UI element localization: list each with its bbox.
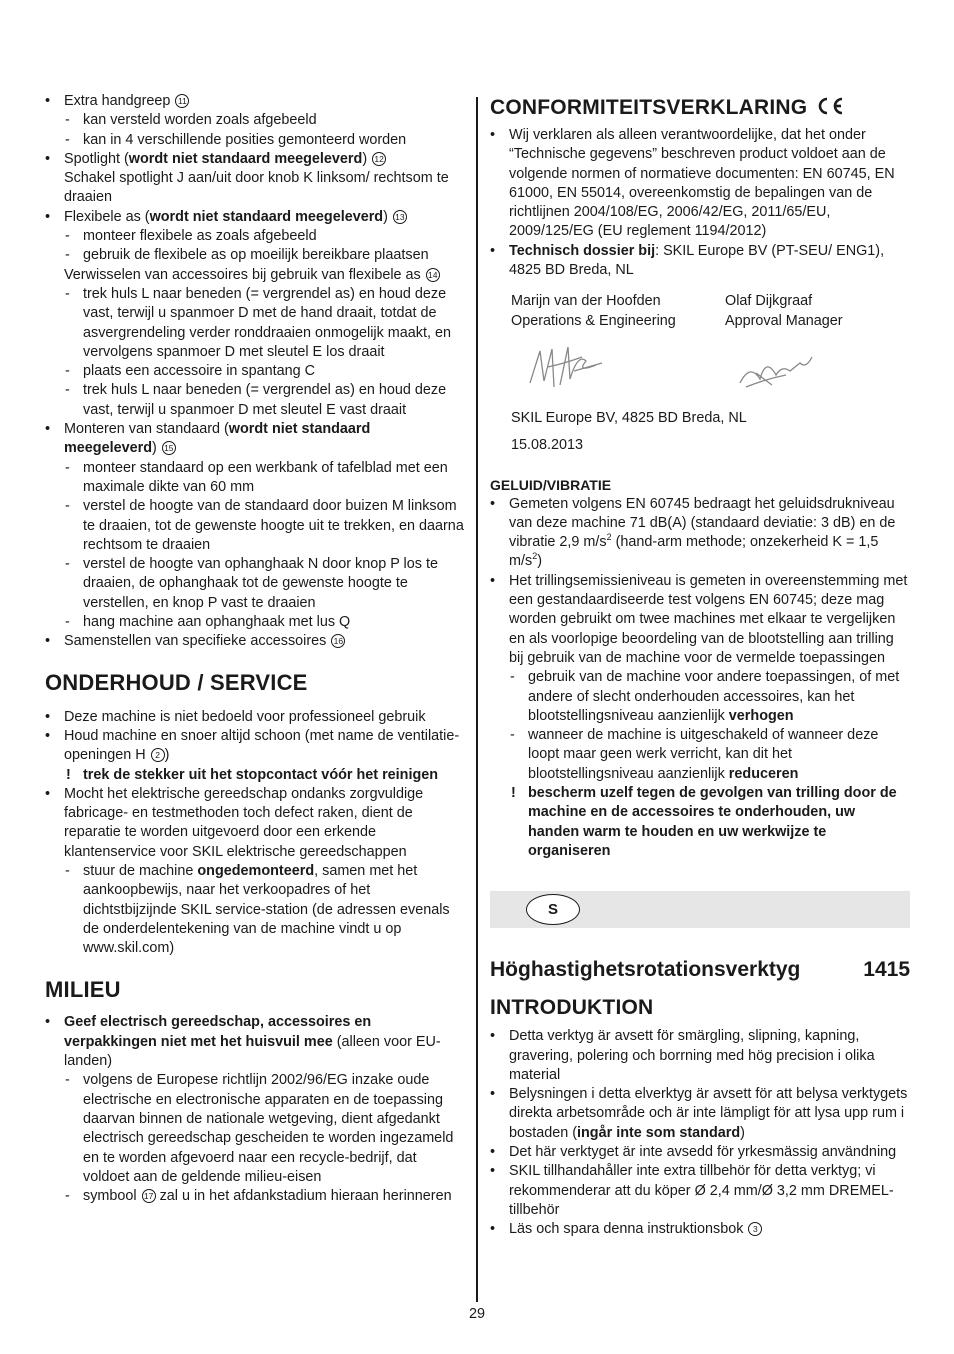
list-item: • Samenstellen van specifieke accessoires 16 — [45, 632, 465, 651]
figure-ref: 2 — [151, 748, 165, 762]
signatures — [490, 331, 910, 409]
paragraph: Verwisselen van accessoires bij gebruik van flexibele as 14 — [45, 266, 465, 285]
sub-item: - monteer standaard op een werkbank of tafelblad met een maximale dikte van 60 mm — [45, 459, 465, 498]
product-title-row — [490, 956, 910, 984]
list-item: • Geef electrisch gereedschap, accessoires en verpakkingen niet met het huisvuil mee (alleen voor EU-landen) — [45, 1013, 465, 1071]
language-badge: S — [526, 894, 580, 925]
list-item: • Monteren van standaard (wordt niet standaard meegeleverd) 15 — [45, 420, 465, 459]
signatory-role: Approval Manager — [725, 312, 843, 329]
list-item: • Belysningen i detta elverktyg är avsett för att belysa verktygets direkta arbetsområde och är inte lämpligt för att lysa upp rum i bostaden (ingår inte som standard) — [490, 1085, 910, 1143]
sub-item: - volgens de Europese richtlijn 2002/96/EG inzake oude electrische en electronische apparaten en de toepassing daarvan binnen de nationale wetgeving, dient afgedankt electrisch gereedschap gescheiden te worden ingezameld en te worden afgevoerd naar een recycle-bedrijf, dat voldoet aan de geldende milieu-eisen — [45, 1071, 465, 1187]
sub-item: - gebruik de flexibele as op moeilijk bereikbare plaatsen — [45, 246, 465, 265]
list-item: • Het trillingsemissieniveau is gemeten in overeenstemming met een gestandaardiseerde test volgens EN 60745; deze mag worden gebruikt om twee machines met elkaar te vergelijken en als voorlopige beoordeling van de blootstelling aan trilling bij gebruik van de machine voor de vermelde toepassingen — [490, 572, 910, 668]
figure-ref: 13 — [393, 210, 407, 224]
sub-item: - stuur de machine ongedemonteerd, samen met het aankoopbewijs, naar het verkoopadres of het dichtstbijzijnde SKIL service-station (de adressen evenals de onderdelentekening van de machine vindt u op www.skil.com) — [45, 862, 465, 958]
signatory-name: Olaf Dijkgraaf — [725, 293, 813, 310]
signatories — [490, 292, 910, 331]
list-item: • Gemeten volgens EN 60745 bedraagt het geluidsdrukniveau van deze machine 71 dB(A) (standaard deviatie: 3 dB) en de vibratie 2,9 $m/s^2$ (hand-arm methode; onzekerheid K = 1,5 $m/s^2$) — [490, 495, 910, 572]
list-item: • Deze machine is niet bedoeld voor professioneel gebruik — [45, 708, 465, 727]
conformity-heading: CONFORMITEITSVERKLARING — [490, 94, 910, 122]
sub-item: - verstel de hoogte van de standaard door buizen M linksom te draaien, tot de gewenste hoogte uit te trekken, en daarna rechtsom te draaien — [45, 497, 465, 555]
sub-item: - kan versteld worden zoals afgebeeld — [45, 111, 465, 130]
figure-ref: 15 — [162, 441, 176, 455]
noise-heading: GELUID/VIBRATIE — [490, 476, 612, 493]
figure-ref: 3 — [748, 1222, 762, 1236]
figure-ref: 17 — [142, 1189, 156, 1203]
list-item: • Spotlight (wordt niet standaard meegeleverd) 12 Schakel spotlight J aan/uit door knob K linksom/ rechtsom te draaien — [45, 150, 465, 208]
right-column — [490, 92, 910, 1239]
signature-image — [526, 343, 606, 393]
sub-item: - verstel de hoogte van ophanghaak N door knop P los te draaien, de ophanghaak tot de gewenste hoogte te verstellen, en knop P vast te draaien — [45, 555, 465, 613]
sub-item: - wanneer de machine is uitgeschakeld of wanneer deze loopt maar geen werk verricht, kan dit het blootstellingsniveau aanzienlijk reduceren — [490, 726, 910, 784]
left-column — [45, 92, 465, 1206]
page-number: 29 — [468, 1306, 485, 1322]
list-item: • Läs och spara denna instruktionsbok 3 — [490, 1220, 910, 1239]
list-item: • Wij verklaren als alleen verantwoordelijke, dat het onder “Technische gegevens” beschreven product voldoet aan de volgende normen of normatieve documenten: EN 60745, EN 61000, EN 55014, overeenkomstig de bepalingen van de richtlijnen 2004/108/EG, 2006/42/EG, 2011/65/EU, 2009/125/EG (EU reglement 1194/2012) — [490, 126, 910, 242]
list-item: • Technisch dossier bij: SKIL Europe BV (PT-SEU/ ENG1), 4825 BD Breda, NL — [490, 242, 910, 281]
product-number: 1415 — [863, 958, 910, 982]
language-bar — [490, 891, 910, 928]
ce-mark-icon — [815, 96, 845, 116]
list-item: • Extra handgreep 11 — [45, 92, 465, 111]
list-item: • SKIL tillhandahåller inte extra tillbehör för detta verktyg; vi rekommenderar att du köper Ø 2,4 mm/Ø 3,2 mm DREMEL-tillbehör — [490, 1162, 910, 1220]
warning-item: ! bescherm uzelf tegen de gevolgen van trilling door de machine en de accessoires te onderhouden, uw handen warm te houden en uw werkwijze te organiseren — [490, 784, 910, 861]
list-item: • Detta verktyg är avsett för smärgling, slipning, kapning, gravering, polering och borrning med hög precision i olika material — [490, 1027, 910, 1085]
maintenance-heading: ONDERHOUD / SERVICE — [45, 669, 308, 695]
declaration-date: 15.08.2013 — [511, 437, 584, 454]
figure-ref: 12 — [372, 152, 386, 166]
list-item: • Det här verktyget är inte avsedd för yrkesmässig användning — [490, 1143, 910, 1162]
environment-heading: MILIEU — [45, 977, 121, 1003]
sub-item: - trek huls L naar beneden (= vergrendel as) en houd deze vast, terwijl u spanmoer D met de hand draait, totdat de asvergrendeling verder ronddraaien onmogelijk maakt, en vervolgens spanmoer D met sleutel E los draait — [45, 285, 465, 362]
list-item: • Houd machine en snoer altijd schoon (met name de ventilatie-openingen H 2 ) — [45, 727, 465, 766]
signatory-name: Marijn van der Hoofden — [511, 293, 661, 310]
sub-item: - gebruik van de machine voor andere toepassingen, of met andere of slecht onderhouden accessoires, kan het blootstellingsniveau aanzienlijk verhogen — [490, 668, 910, 726]
sub-item: - plaats een accessoire in spantang C — [45, 362, 465, 381]
sub-item: - hang machine aan ophanghaak met lus Q — [45, 613, 465, 632]
column-divider — [476, 97, 478, 1302]
warning-item: ! trek de stekker uit het stopcontact vóór het reinigen — [45, 766, 465, 785]
list-item: • Flexibele as (wordt niet standaard meegeleverd) 13 — [45, 208, 465, 227]
sub-item: - symbool 17 zal u in het afdankstadium hieraan herinneren — [45, 1187, 465, 1206]
signatory-role: Operations & Engineering — [511, 312, 676, 329]
sub-item: - monteer flexibele as zoals afgebeeld — [45, 227, 465, 246]
figure-ref: 11 — [175, 94, 189, 108]
signature-image — [736, 353, 816, 393]
figure-ref: 14 — [426, 268, 440, 282]
sub-item: - kan in 4 verschillende posities gemonteerd worden — [45, 131, 465, 150]
figure-ref: 16 — [331, 634, 345, 648]
list-item: • Mocht het elektrische gereedschap ondanks zorgvuldige fabricage- en testmethoden toch defect raken, dient de reparatie te worden uitgevoerd door een erkende klantenservice voor SKIL elektrische gereedschappen — [45, 785, 465, 862]
company-address: SKIL Europe BV, 4825 BD Breda, NL — [511, 409, 747, 426]
introduction-heading: INTRODUKTION — [490, 996, 654, 1020]
product-title: Höghastighetsrotationsverktyg — [490, 958, 801, 982]
assembly-list — [45, 92, 465, 652]
sub-item: - trek huls L naar beneden (= vergrendel as) en houd deze vast, terwijl u spanmoer D met sleutel E vast draait — [45, 381, 465, 420]
